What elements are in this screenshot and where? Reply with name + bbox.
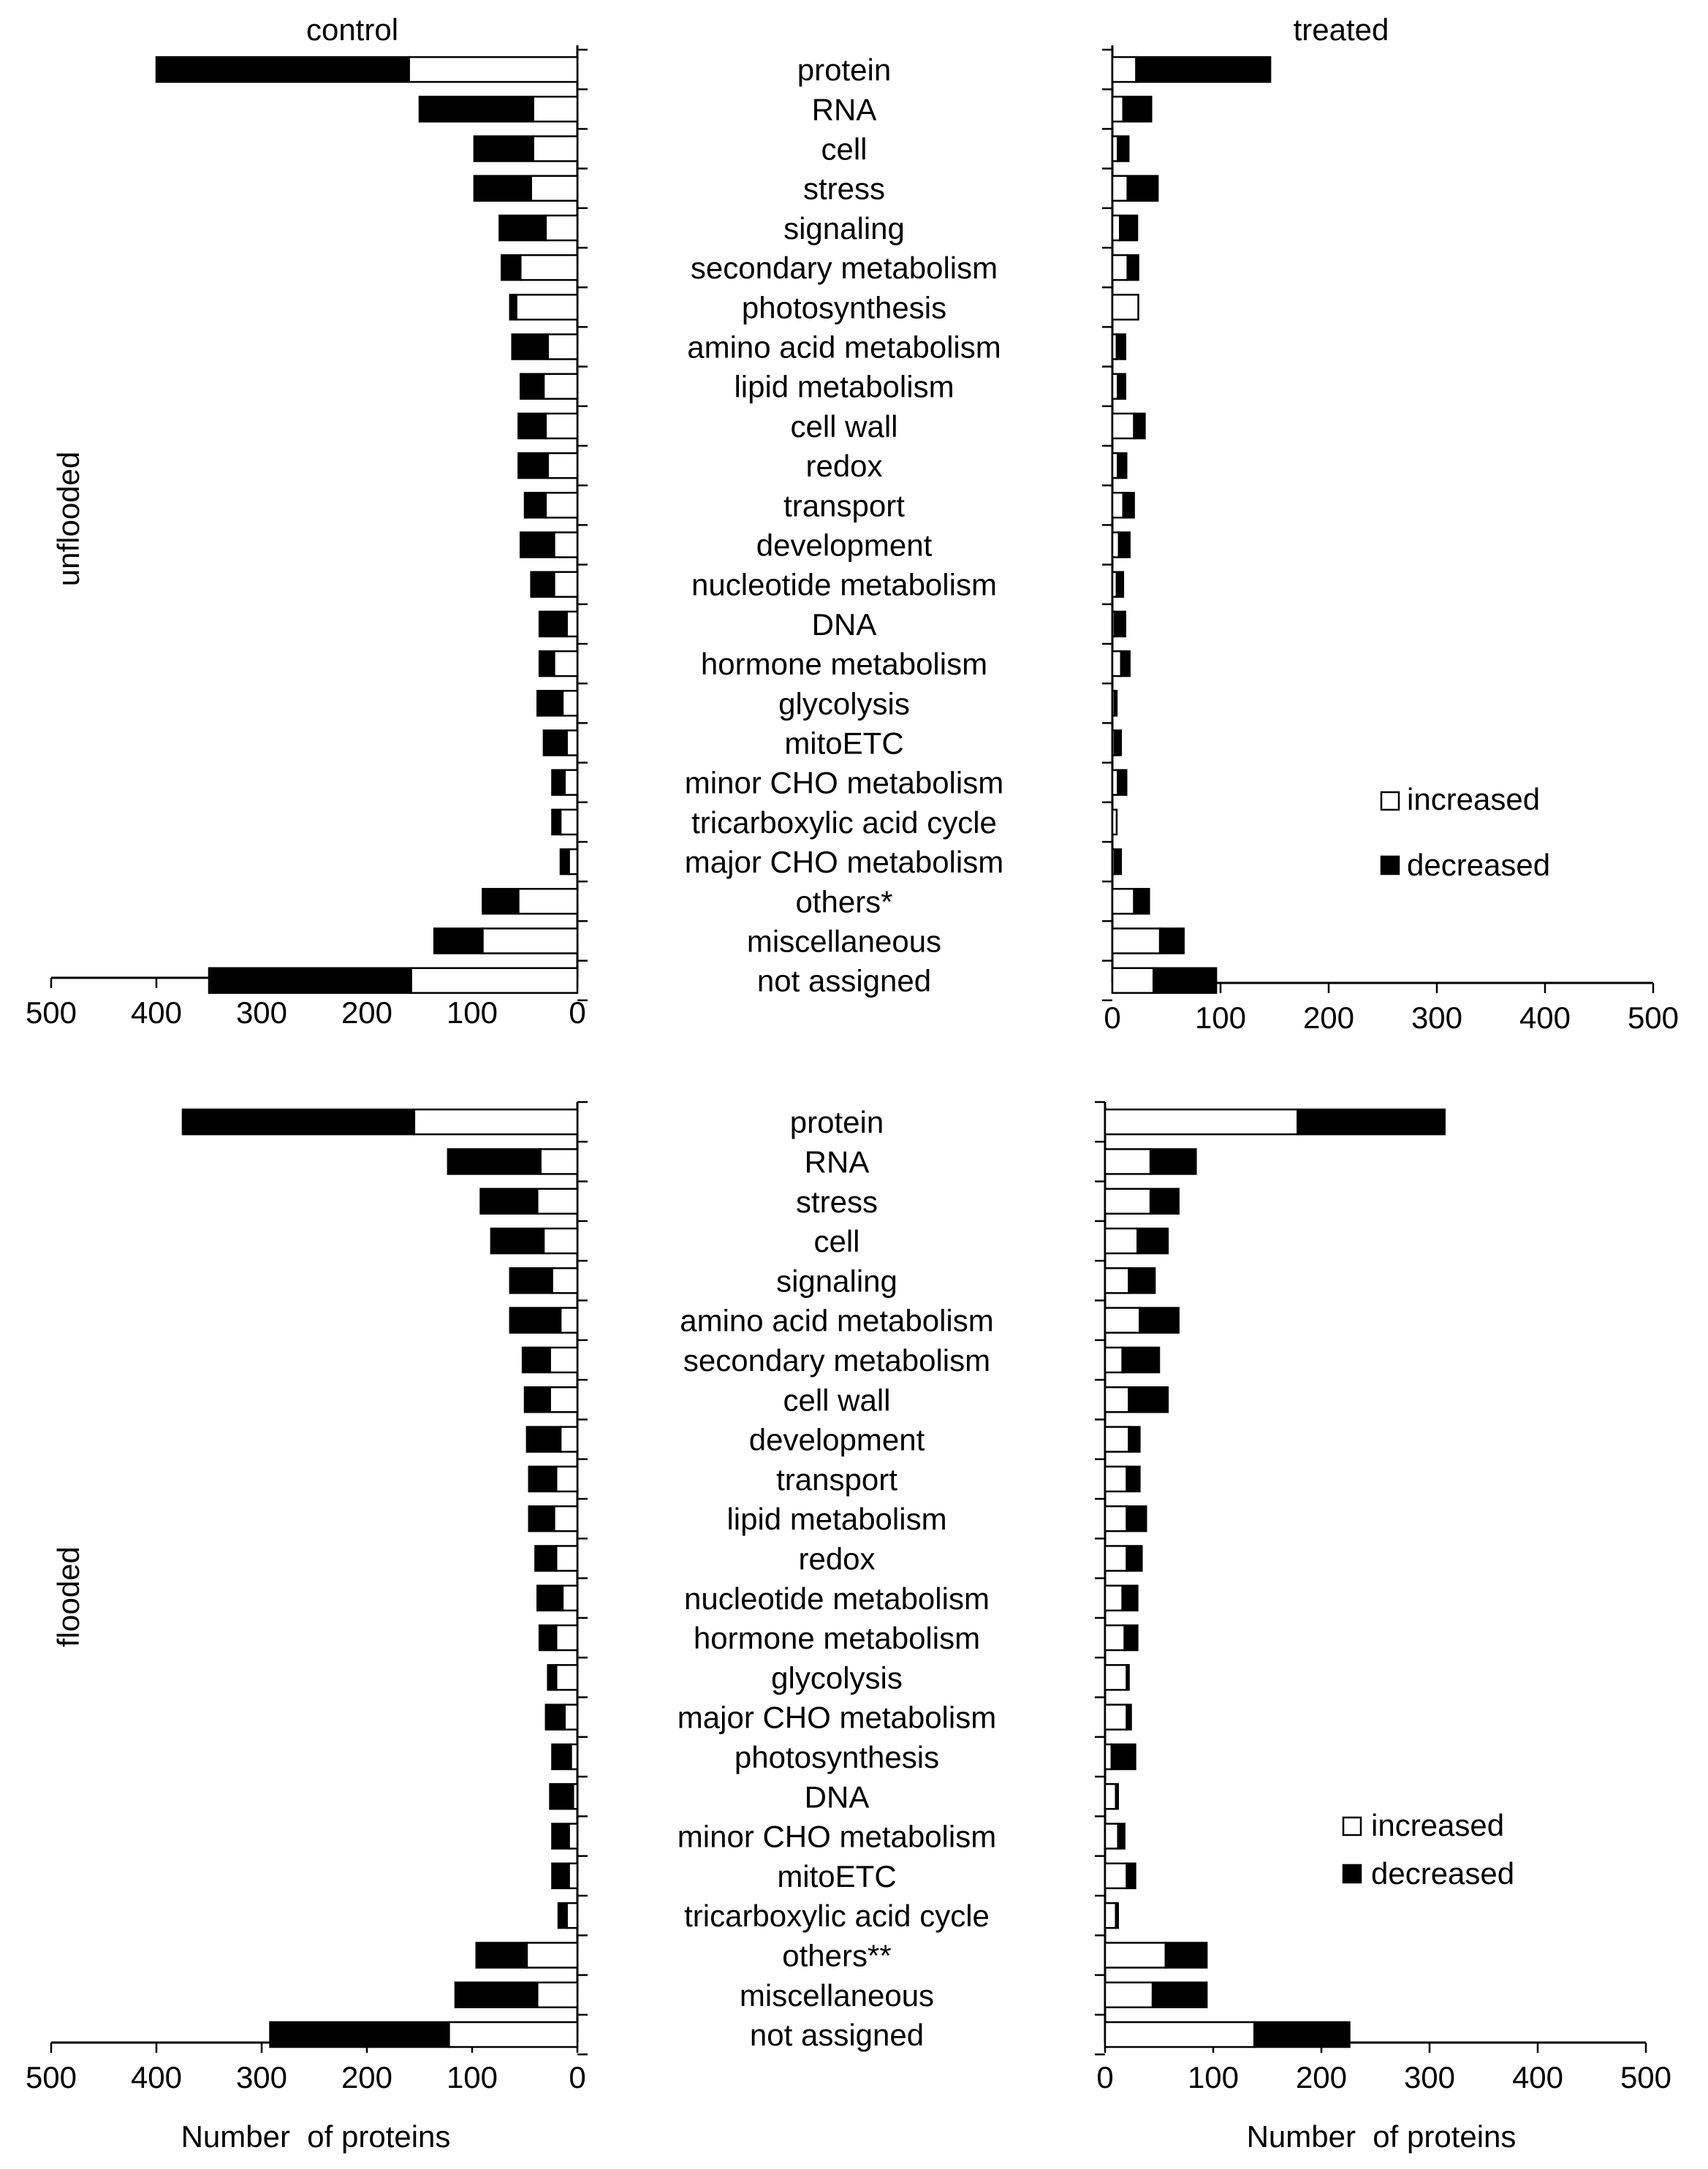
bar-decreased (1127, 1467, 1140, 1492)
bar-decreased (474, 176, 531, 201)
panel-flooded-treated (1095, 1102, 1671, 2094)
bar-decreased (1127, 1546, 1142, 1570)
x-axis-label-treated: Number of proteins (1246, 2119, 1517, 2154)
bar-decreased (1117, 572, 1123, 597)
bar-decreased (548, 1665, 557, 1690)
bar-increased (527, 1942, 577, 1967)
bar-increased (554, 572, 577, 597)
legend-label-decreased: decreased (1371, 1856, 1515, 1891)
bar-increased (1105, 1268, 1129, 1293)
bar-decreased (270, 2022, 449, 2047)
bar-increased (561, 1427, 577, 1452)
bar-increased (550, 1348, 577, 1372)
category-label: amino acid metabolism (687, 330, 1001, 365)
bar-increased (1112, 414, 1134, 438)
category-label: others* (795, 884, 893, 919)
legend-swatch-increased (1343, 1817, 1361, 1835)
category-label: development (756, 528, 933, 563)
bar-increased (1105, 1864, 1127, 1888)
bar-increased (1112, 968, 1153, 993)
legend-top (1381, 782, 1550, 882)
category-label: nucleotide metabolism (684, 1581, 990, 1616)
category-label: RNA (804, 1144, 870, 1180)
bar-increased (1112, 57, 1136, 82)
bar-decreased (1254, 2022, 1349, 2047)
category-label: secondary metabolism (683, 1342, 991, 1378)
bar-decreased (1134, 414, 1145, 438)
bar-increased (571, 1744, 577, 1769)
bar-increased (1105, 1149, 1150, 1174)
bar-increased (1105, 1824, 1118, 1849)
category-label: major CHO metabolism (684, 845, 1004, 880)
category-label: tricarboxylic acid cycle (684, 1899, 990, 1934)
value-tick-label: 400 (130, 995, 183, 1030)
category-label: minor CHO metabolism (677, 1819, 997, 1854)
bar-decreased (1115, 731, 1121, 756)
bar-decreased (420, 96, 534, 121)
bar-decreased (1129, 1387, 1168, 1412)
bar-increased (1105, 1784, 1116, 1809)
bar-increased (541, 1149, 577, 1174)
category-label: photosynthesis (741, 290, 947, 325)
bar-decreased (1117, 137, 1128, 162)
bar-decreased (1134, 889, 1150, 913)
value-tick-label: 300 (235, 995, 288, 1030)
bar-decreased (510, 1268, 553, 1293)
bar-increased (1105, 1308, 1139, 1333)
bar-increased (561, 810, 577, 835)
bar-decreased (518, 414, 545, 438)
bar-decreased (434, 929, 482, 954)
bar-decreased (1150, 1189, 1178, 1214)
value-tick-label: 0 (1104, 1000, 1121, 1035)
bar-increased (567, 612, 577, 637)
bar-increased (534, 137, 577, 162)
category-label: lipid metabolism (734, 369, 954, 404)
bar-decreased (1127, 1864, 1136, 1888)
value-tick-label: 400 (1519, 1000, 1571, 1035)
value-tick-label: 0 (569, 2060, 586, 2094)
bar-increased (520, 255, 577, 280)
bar-increased (1105, 1427, 1129, 1452)
bar-decreased (1127, 1665, 1129, 1690)
bar-decreased (1115, 612, 1126, 637)
panel-unflooded-treated (1102, 45, 1679, 1035)
value-tick-label: 100 (446, 995, 498, 1030)
category-label: signaling (783, 210, 905, 246)
row-label-flooded: flooded (51, 1546, 86, 1647)
bar-increased (1105, 1586, 1123, 1611)
value-tick-label: 100 (1187, 2060, 1240, 2094)
bar-increased (567, 1903, 577, 1928)
bar-decreased (1117, 453, 1126, 478)
category-labels-group-0 (685, 53, 1003, 998)
category-label: tricarboxylic acid cycle (691, 805, 997, 840)
value-tick-label: 200 (341, 2060, 393, 2094)
bar-increased (1105, 1665, 1127, 1690)
row-label-unflooded: unflooded (51, 451, 86, 587)
bar-decreased (1116, 1903, 1118, 1928)
bar-decreased (1160, 929, 1184, 954)
bar-decreased (209, 968, 411, 993)
value-tick-label: 300 (235, 2060, 288, 2094)
bar-increased (565, 770, 577, 795)
bar-decreased (499, 216, 545, 240)
bar-increased (531, 176, 577, 201)
column-label-control: control (305, 12, 399, 47)
category-label: not assigned (749, 2018, 925, 2053)
bar-increased (1112, 810, 1117, 835)
bar-increased (563, 1586, 577, 1611)
bar-increased (544, 374, 577, 399)
bar-increased (1105, 1942, 1166, 1967)
category-label: cell (813, 1224, 860, 1259)
bar-decreased (1150, 1149, 1196, 1174)
bar-decreased (1119, 533, 1130, 558)
bar-increased (556, 1665, 577, 1690)
bar-decreased (448, 1149, 541, 1174)
category-label: protein (789, 1105, 884, 1140)
category-label: DNA (811, 607, 877, 642)
value-tick-label: 200 (1302, 1000, 1355, 1035)
category-label: redox (798, 1541, 876, 1576)
category-labels (677, 53, 1003, 2052)
category-label: stress (795, 1184, 878, 1219)
category-label: minor CHO metabolism (684, 765, 1004, 800)
legend-swatch-decreased (1381, 856, 1399, 874)
bar-increased (1105, 1625, 1125, 1650)
bar-decreased (474, 137, 534, 162)
category-label: nucleotide metabolism (691, 567, 997, 602)
legend-label-increased: increased (1407, 782, 1541, 816)
bar-increased (1105, 1705, 1127, 1730)
bar-decreased (1120, 216, 1137, 240)
category-label: DNA (804, 1779, 870, 1815)
bar-decreased (512, 335, 548, 360)
category-label: lipid metabolism (726, 1502, 947, 1537)
bar-decreased (561, 849, 569, 874)
bar-decreased (1117, 770, 1126, 795)
bar-increased (554, 651, 577, 676)
value-tick-label: 500 (1627, 1000, 1679, 1035)
bar-increased (550, 1387, 577, 1412)
bar-decreased (1128, 176, 1158, 201)
bar-decreased (558, 1903, 567, 1928)
bar-increased (554, 533, 577, 558)
category-label: transport (776, 1462, 897, 1497)
bar-decreased (535, 1546, 556, 1570)
bar-increased (569, 849, 577, 874)
legend-swatch-increased (1381, 792, 1399, 810)
category-label: glycolysis (771, 1660, 903, 1695)
bar-increased (569, 1824, 577, 1849)
bar-increased (556, 1467, 577, 1492)
category-label: cell (821, 132, 868, 167)
bar-decreased (1137, 1228, 1167, 1253)
bar-decreased (1117, 335, 1126, 360)
bar-increased (563, 691, 577, 715)
column-label-treated: treated (1293, 12, 1389, 47)
bar-increased (518, 889, 577, 913)
bar-decreased (481, 1189, 538, 1214)
bar-decreased (1139, 1308, 1178, 1333)
value-tick-label: 500 (1620, 2060, 1672, 2094)
category-labels-group-1 (677, 1105, 996, 2052)
bar-increased (548, 335, 577, 360)
value-tick-label: 0 (1096, 2060, 1114, 2094)
value-tick-label: 500 (25, 995, 77, 1030)
bar-decreased (156, 57, 409, 82)
bar-decreased (539, 1625, 556, 1650)
bar-decreased (546, 1705, 565, 1730)
category-label: glycolysis (778, 686, 910, 721)
category-label: mitoETC (784, 726, 904, 761)
bar-increased (411, 968, 577, 993)
bar-decreased (527, 1427, 561, 1452)
bar-increased (1105, 1348, 1123, 1372)
bar-decreased (1116, 1784, 1118, 1809)
bar-decreased (550, 1784, 574, 1809)
value-tick-label: 0 (569, 995, 586, 1030)
bar-increased (449, 2022, 577, 2047)
bar-increased (516, 295, 577, 319)
bar-decreased (531, 572, 555, 597)
bar-increased (561, 1308, 577, 1333)
bar-increased (567, 731, 577, 756)
bar-increased (1112, 651, 1121, 676)
bar-increased (409, 57, 577, 82)
category-label: secondary metabolism (690, 251, 998, 286)
bar-increased (1105, 1546, 1127, 1570)
bar-decreased (1112, 1744, 1136, 1769)
bar-increased (1105, 1467, 1127, 1492)
bar-decreased (1117, 374, 1125, 399)
bar-increased (1112, 255, 1128, 280)
bar-decreased (1127, 1506, 1147, 1531)
bar-decreased (501, 255, 520, 280)
category-label: redox (805, 449, 883, 484)
bar-decreased (537, 1586, 563, 1611)
bar-increased (556, 1625, 577, 1650)
bar-increased (1112, 493, 1123, 517)
bar-decreased (1125, 1625, 1138, 1650)
bar-increased (1112, 216, 1120, 240)
bar-decreased (1136, 57, 1271, 82)
bar-decreased (1123, 96, 1151, 121)
value-tick-label: 200 (1295, 2060, 1348, 2094)
category-label: hormone metabolism (700, 647, 988, 682)
bar-increased (537, 1983, 577, 2007)
legend-label-decreased: decreased (1407, 848, 1551, 882)
bar-decreased (1297, 1109, 1444, 1134)
bar-increased (569, 1864, 577, 1888)
legend-swatch-decreased (1343, 1865, 1361, 1883)
bar-increased (1105, 1109, 1297, 1134)
bar-decreased (552, 1864, 569, 1888)
category-label: development (748, 1422, 925, 1457)
bar-increased (544, 1228, 577, 1253)
bar-decreased (1121, 651, 1130, 676)
bar-increased (1112, 96, 1123, 121)
bar-increased (1112, 295, 1139, 319)
bar-decreased (510, 295, 517, 319)
bar-increased (556, 1546, 577, 1570)
bar-increased (552, 1268, 577, 1293)
bar-increased (414, 1109, 577, 1134)
bar-decreased (1129, 1268, 1155, 1293)
bar-increased (537, 1189, 577, 1214)
value-tick-label: 300 (1411, 1000, 1463, 1035)
bar-increased (482, 929, 577, 954)
bar-decreased (520, 374, 544, 399)
bar-decreased (552, 1744, 571, 1769)
bar-increased (1112, 929, 1160, 954)
bar-decreased (520, 533, 554, 558)
bar-increased (565, 1705, 577, 1730)
category-label: not assigned (756, 963, 932, 998)
value-tick-label: 300 (1403, 2060, 1456, 2094)
category-label: protein (797, 53, 892, 88)
bar-decreased (1123, 493, 1134, 517)
bar-increased (546, 414, 577, 438)
bar-decreased (183, 1109, 414, 1134)
value-tick-label: 100 (446, 2060, 498, 2094)
bar-decreased (529, 1506, 555, 1531)
value-tick-label: 100 (1194, 1000, 1247, 1035)
bar-decreased (1128, 255, 1139, 280)
bar-decreased (1166, 1942, 1207, 1967)
category-label: cell wall (783, 1383, 891, 1418)
bar-decreased (1115, 691, 1117, 715)
category-label: mitoETC (777, 1858, 897, 1893)
bar-increased (1105, 1189, 1150, 1214)
value-tick-label: 400 (130, 2060, 183, 2094)
bar-decreased (518, 453, 547, 478)
category-label: photosynthesis (734, 1739, 940, 1774)
category-label: miscellaneous (746, 924, 942, 959)
bar-decreased (1123, 1348, 1159, 1372)
bar-decreased (477, 1942, 527, 1967)
bar-increased (548, 453, 577, 478)
value-tick-label: 200 (341, 995, 393, 1030)
bar-increased (554, 1506, 577, 1531)
value-tick-label: 500 (25, 2060, 77, 2094)
category-label: signaling (776, 1264, 897, 1299)
bar-decreased (529, 1467, 556, 1492)
category-label: RNA (811, 92, 877, 127)
bar-decreased (510, 1308, 561, 1333)
bar-increased (546, 493, 577, 517)
value-tick-label: 400 (1511, 2060, 1564, 2094)
bar-increased (1112, 889, 1134, 913)
bar-increased (1105, 1228, 1137, 1253)
bar-decreased (1127, 1705, 1131, 1730)
bar-decreased (539, 651, 554, 676)
bar-increased (1105, 1903, 1116, 1928)
bar-increased (1112, 533, 1119, 558)
bar-decreased (482, 889, 518, 913)
bar-decreased (544, 731, 567, 756)
bar-decreased (523, 1348, 550, 1372)
bar-decreased (455, 1983, 537, 2007)
category-label: stress (802, 171, 886, 206)
bar-increased (1112, 176, 1128, 201)
bar-increased (1105, 1506, 1127, 1531)
category-label: amino acid metabolism (680, 1303, 994, 1338)
bar-increased (546, 216, 577, 240)
bar-decreased (552, 810, 561, 835)
bar-decreased (1115, 849, 1121, 874)
bar-decreased (525, 493, 546, 517)
bar-decreased (552, 770, 564, 795)
bar-decreased (539, 612, 566, 637)
bar-decreased (1118, 1824, 1125, 1849)
bar-increased (1105, 2022, 1254, 2047)
bar-decreased (525, 1387, 550, 1412)
bar-decreased (1153, 968, 1216, 993)
bar-decreased (537, 691, 563, 715)
bar-decreased (1129, 1427, 1140, 1452)
bar-increased (534, 96, 577, 121)
bar-decreased (491, 1228, 544, 1253)
category-label: major CHO metabolism (677, 1700, 997, 1735)
bar-increased (1105, 1744, 1112, 1769)
bar-increased (1105, 1387, 1129, 1412)
bar-decreased (552, 1824, 569, 1849)
bar-decreased (1123, 1586, 1138, 1611)
category-label: transport (783, 488, 905, 523)
bar-increased (1105, 1983, 1153, 2007)
category-label: miscellaneous (739, 1978, 935, 2013)
panel-flooded-control (26, 1102, 588, 2094)
legend-bottom (1343, 1808, 1514, 1891)
panel-unflooded-control (26, 45, 588, 1030)
category-label: cell wall (790, 409, 898, 444)
category-label: hormone metabolism (693, 1621, 981, 1656)
category-label: others** (782, 1938, 892, 1973)
legend-label-increased: increased (1371, 1808, 1505, 1842)
bar-decreased (1153, 1983, 1207, 2007)
x-axis-label-control: Number of proteins (181, 2119, 451, 2154)
